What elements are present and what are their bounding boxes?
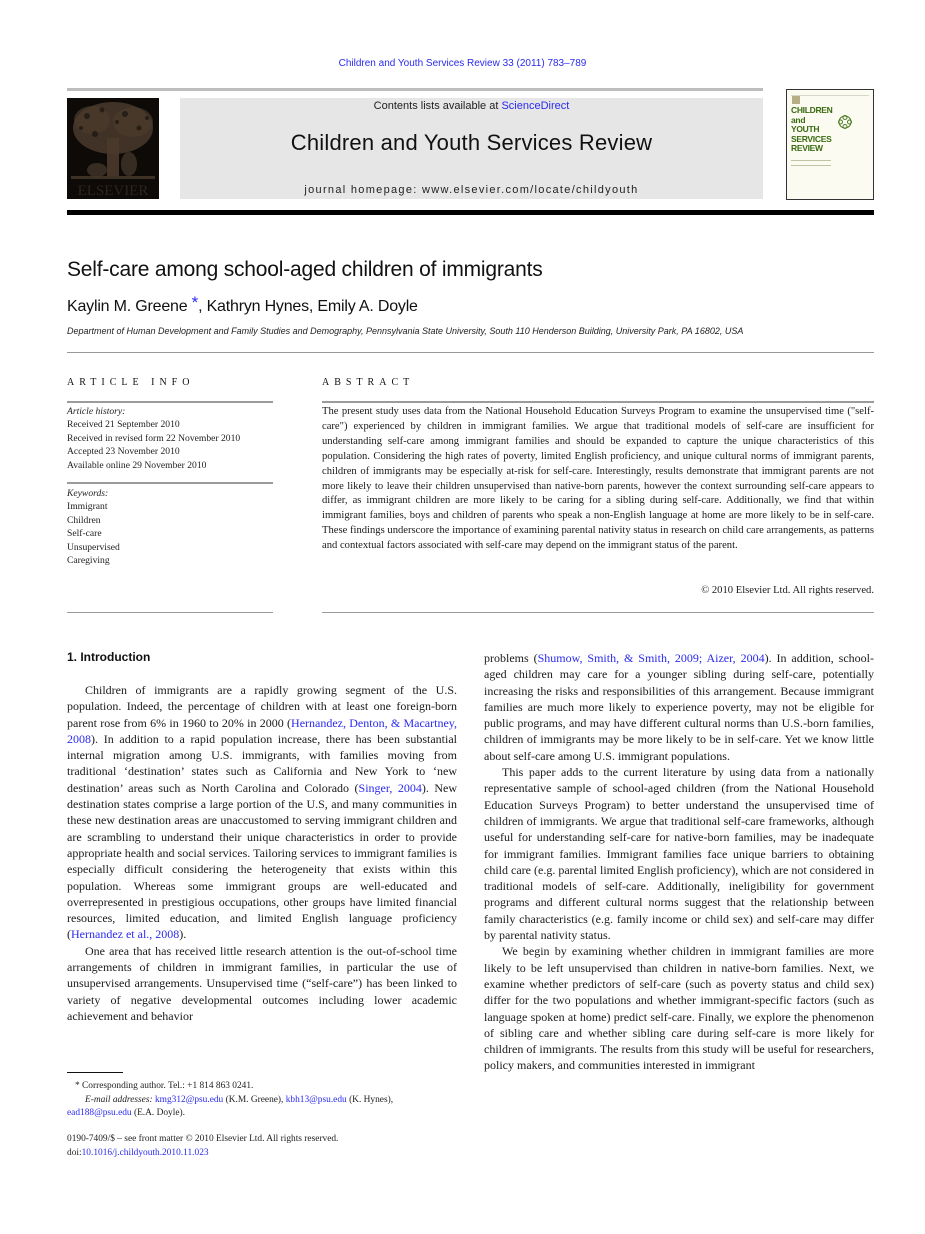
journal-cover-thumbnail[interactable] [786,89,874,200]
masthead-top-rule [67,88,763,91]
sciencedirect-link[interactable]: ScienceDirect [501,100,570,112]
affiliation: Department of Human Development and Family Studies and Demography, Pennsylvania State University, South 110 Henderson Building, University Park, PA 16802, USA [67,326,744,336]
paragraph: Children of immigrants are a rapidly growing segment of the U.S. population. Indeed, the percentage of children with at least one foreign-born parent rose from 6% in 1960 to 20% in 2000 (Hernandez, Denton, & Macartney, 2008). In addition to a rapid population increase, there has been substantial internal migration among U.S. immigrants, with families moving from traditional ‘destination’ states such as California and New York to ‘new destination’ areas such as North Carolina and Colorado (Singer, 2004). New destination states comprise a large portion of the U.S, and many communities in these new destination areas are unaccustomed to serving immigrant children and are scrambling to understand their unique characteristics in order to provide appropriate health and social services. Tailoring services to immigrant families is especially difficult considering the heterogeneity that exists within this population. Whereas some immigrant groups are well-educated and overrepresented in prestigious occupations, other groups have limited financial resources, limited education, and limited English language proficiency (Hernandez et al., 2008). [67,683,458,942]
history-online: Available online 29 November 2010 [67,459,207,471]
keywords: Keywords: Immigrant Children Self-care Unsupervised Caregiving [67,487,273,567]
citation-link[interactable]: Hernandez, Denton, & Macartney, 2008 [67,715,458,746]
email-link-hynes[interactable]: kbh13@psu.edu [285,1094,347,1105]
author-greene: Kaylin M. Greene [67,298,188,315]
author-list [67,293,418,316]
tree-icon [67,98,159,184]
article-info-rule [67,401,273,403]
body-column-right [484,650,874,1074]
citation-link[interactable]: Hernandez et al., 2008 [71,927,180,942]
article-info-bottom-rule [67,612,273,613]
cover-emblem-icon [837,114,853,130]
journal-title: Children and Youth Services Review [290,130,653,155]
article-title: Self-care among school-aged children of immigrants [67,258,543,281]
keyword-item: Self-care [67,528,102,540]
cover-header-strip [791,93,869,96]
citation-link[interactable]: Shumow, Smith, & Smith, 2009; Aizer, 2004 [537,651,765,665]
paragraph: This paper adds to the current literature by using data from a nationally representative sample of school-aged children (from the National Household Education Surveys Program) to better understand the unsupervised time of children of immigrants. We argue that traditional self-care frameworks, although useful for understanding self-care for native-born families, may be inadequate for immigrant families. Immigrant families face unique barriers to obtaining child care (e.g. parental limited English proficiency), which are not considered in traditional models of self-care. Additionally, ineligibility for government programs and different cultural norms suggest that the relationship between family characteristics (e.g. family income or child sex) and self-care may differ by parental nativity status. [484,765,874,943]
cover-publisher-mark-icon [792,96,800,104]
keywords-rule [67,482,273,484]
email-addresses-cont: ead188@psu.edu (E.A. Doyle). [67,1108,185,1118]
email-link-doyle[interactable]: ead188@psu.edu [67,1108,132,1118]
abstract-copyright: © 2010 Elsevier Ltd. All rights reserved. [701,585,874,596]
history-received: Received 21 September 2010 [67,419,180,431]
article-history: Article history: Received 21 September 2010 Received in revised form 22 November 2010 Accepted 23 November 2010 Available online 29 November 2010 [67,405,273,472]
paragraph: We begin by examining whether children in immigrant families are more likely to be left unsupervised than children in native-born families. Next, we examine whether predictors of self-care (such as poverty status and child sex) differ for the two populations and whether immigrant-specific factors (such as language spoken at home) predict self-care. Finally, we explore the phenomenon of sibling care and whether sibling care during self-care is more likely for children of immigrants. The results from this study will be useful for researchers, policy makers, and communities interested in immigrant [484,944,874,1073]
corresponding-author-note: * Corresponding author. Tel.: +1 814 863 0241. [75,1081,254,1091]
paragraph: One area that has received little research attention is the out-of-school time arrangements of children in immigrant families, in particular the use of unsupervised arrangements. Unsupervised time (“self-care”) has been linked to variety of negative developmental outcomes including lower academic achievement and behavior [67,943,457,1023]
email-link-greene[interactable]: kmg312@psu.edu [154,1094,224,1105]
abstract-heading: ABSTRACT [322,377,415,388]
elsevier-logo[interactable] [67,98,159,199]
masthead-bottom-rule [67,210,874,215]
elsevier-wordmark: ELSEVIER [77,183,149,199]
corresponding-author-link[interactable]: * [191,293,199,312]
header-divider [67,352,874,353]
cover-title: CHILDREN and YOUTH SERVICES REVIEW [791,105,833,153]
keyword-item: Caregiving [67,555,110,567]
doi-line: doi:10.1016/j.childyouth.2010.11.023 [67,1147,209,1158]
issn-copyright: 0190-7409/$ – see front matter © 2010 Elsevier Ltd. All rights reserved. [67,1134,339,1144]
abstract-bottom-rule [322,612,874,613]
co-authors: , Kathryn Hynes, Emily A. Doyle [198,298,418,315]
journal-homepage-link[interactable]: www.elsevier.com/locate/childyouth [421,184,639,196]
footnotes [67,1080,467,1121]
keyword-item: Immigrant [67,501,108,513]
article-info-heading: ARTICLE INFO [67,377,195,388]
abstract-rule [322,401,874,403]
footnote-rule [67,1072,123,1073]
journal-homepage: journal homepage: www.elsevier.com/locate/childyouth [304,184,639,196]
history-revised: Received in revised form 22 November 2010 [67,432,241,444]
citation-link[interactable]: Singer, 2004 [358,780,422,795]
keyword-item: Children [67,514,101,526]
body-column-left [67,682,457,1024]
contents-availability: Contents lists available at ScienceDirect [373,100,570,112]
journal-reference-link[interactable]: Children and Youth Services Review 33 (2011) 783–789 [338,58,587,69]
section-heading-introduction: 1. Introduction [67,650,151,664]
paragraph: problems (Shumow, Smith, & Smith, 2009; Aizer, 2004). In addition, school-aged children may care for a younger sibling during self-care, potentially increasing the risks and responsibilities of this arrangement. Because immigrant families are much more likely to experience poverty, may not be eligible for public programs, and may have different cultural norms than U.S.-born families, children of immigrants may be more likely to be in self-care. Yet we know little about self-care among U.S. immigrant populations. [484,651,875,763]
front-matter [67,1133,467,1160]
abstract-text: The present study uses data from the National Household Education Surveys Program to examine the unsupervised time ("self-care") experienced by children in immigrant families. We argue that traditional models of self-care are insufficient for understanding self-care among immigrant families and should be expanded to capture the unique characteristics of this population. Considering the high rates of poverty, limited English proficiency, and unique cultural norms of immigrant parents, children of immigrants may be especially at-risk for self-care. Interestingly, results demonstrate that immigrant parents are not more likely to leave their children unsupervised than native-born parents, however the context surrounding self-care appears to differ, as immigrant children are more likely to be caring for a sibling during self-care. Additionally, we find that within immigrant families, boys and children of parents who speak a non-English language at home are more likely to be in self-care. These findings underscore the importance of examining parental nativity status in research on child care arrangements, as patterns and contextual factors associated with self-care may depend on the immigrant status of the parent. [322,406,874,552]
keyword-item: Unsupervised [67,541,120,553]
doi-link[interactable]: 10.1016/j.childyouth.2010.11.023 [81,1147,209,1158]
journal-masthead [180,98,763,199]
cover-subtitle-lines [791,160,831,166]
email-addresses: E-mail addresses: kmg312@psu.edu (K.M. Greene), kbh13@psu.edu (K. Hynes), [85,1094,394,1105]
history-accepted: Accepted 23 November 2010 [67,446,180,458]
